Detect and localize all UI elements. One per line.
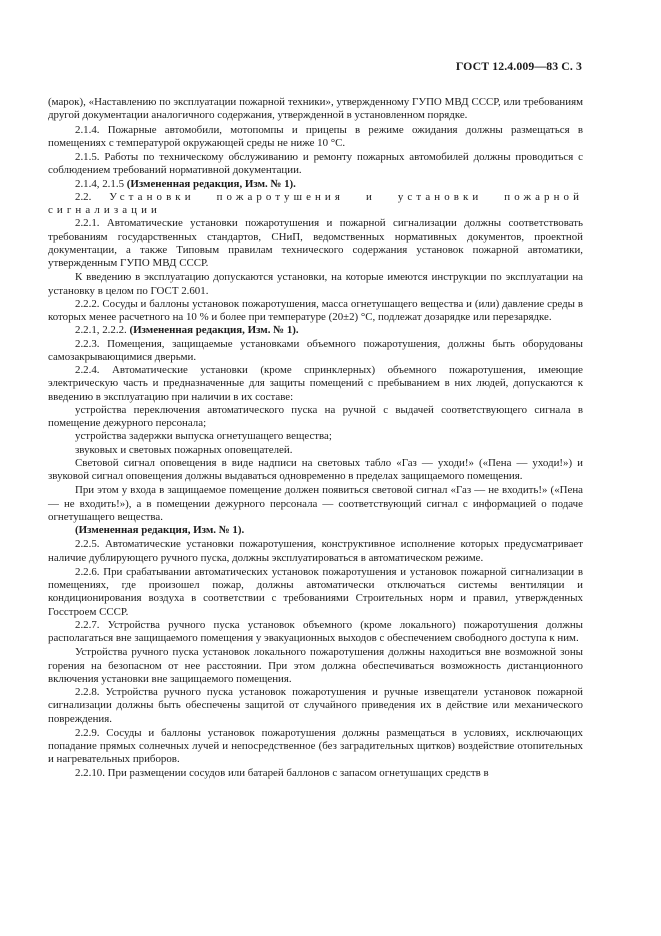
amendment-note-2-2-4 — [48, 524, 583, 537]
paragraph-2-2-2: 2.2.2. Сосуды и баллоны установок пожаротушения, масса огнетушащего вещества и (или) давление среды в которых менее расчетного на 10 % и более при температуре (20±2) °С, подлежат дозарядке или перезарядке. — [48, 297, 583, 323]
amendment-label: (Измененная редакция, Изм. № 1). — [126, 177, 296, 190]
paragraph-2-2-1: 2.2.1. Автоматические установки пожаротушения и пожарной сигнализации должны соответствовать требованиям государственных стандартов, СНиП, ведомственных нормативных документов, проектной документации, а также Типовым правилам технического содержания установок пожарной автоматики, утвержденным ГУПО МВД СССР. — [48, 217, 583, 269]
paragraph-local-manual-start: Устройства ручного пуска установок локального пожаротушения должны находиться вне возможной зоны горения на безопасном от нее расстоянии. При этом должна обеспечиваться возможность дистанционного включения установки вне защищаемого помещения. — [48, 646, 583, 685]
paragraph-2-1-4: 2.1.4. Пожарные автомобили, мотопомпы и прицепы в режиме ожидания должны размещаться в помещениях с температурой окружающей среды не ниже 10 °С. — [48, 123, 583, 149]
list-item-switch: устройства переключения автоматического пуска на ручной с выдачей соответствующего сигнала в помещение дежурного персонала; — [48, 403, 583, 429]
paragraph-2-2-9: 2.2.9. Сосуды и баллоны установок пожаротушения должны размещаться в условиях, исключающих попадание прямых солнечных лучей и непосредственное (без заградительных щитков) воздействие отопительных и нагревательных приборов. — [48, 726, 583, 766]
paragraph-2-1-5: 2.1.5. Работы по техническому обслуживанию и ремонту пожарных автомобилей должны проводиться с соблюдением требований нормативной документации. — [48, 151, 583, 177]
section-number: 2.2. — [75, 190, 110, 203]
paragraph-2-2-10: 2.2.10. При размещении сосудов или батарей баллонов с запасом огнетушащих средств в — [75, 766, 489, 779]
amendment-ref: 2.2.1, 2.2.2. — [75, 324, 130, 337]
list-item-delay: устройства задержки выпуска огнетушащего вещества; — [75, 430, 332, 443]
list-item-alarms: звуковых и световых пожарных оповещателей. — [75, 443, 293, 456]
amendment-label: (Измененная редакция, Изм. № 1). — [129, 324, 299, 337]
amendment-ref: 2.1.4, 2.1.5 — [75, 177, 127, 190]
page-header: ГОСТ 12.4.009—83 С. 3 — [455, 59, 582, 73]
amendment-note-2-1 — [48, 178, 583, 191]
paragraph-2-2-4: 2.2.4. Автоматические установки (кроме спринклерных) объемного пожаротушения, имеющие электрическую часть и предназначенные для защиты помещений с пребыванием в них людей, допускаются к введению в эксплуатацию при наличии в их составе: — [48, 364, 583, 403]
document-body — [48, 96, 583, 780]
paragraph-2-2-3: 2.2.3. Помещения, защищаемые установками объемного пожаротушения, должны быть оборудованы самозакрывающимися дверьми. — [48, 337, 583, 363]
section-title: Установки пожаротушения и установки пожарной сигнализации — [48, 190, 584, 216]
paragraph-continuation: (марок), «Наставлению по эксплуатации пожарной техники», утвержденному ГУПО МВД СССР, или требованиям другой документации аналогичного содержания, утвержденной в установленном порядке. — [48, 96, 583, 122]
amendment-note-2-2 — [48, 324, 583, 337]
section-heading-2-2 — [48, 191, 583, 218]
paragraph-commissioning: К введению в эксплуатацию допускаются установки, на которые имеются инструкции по эксплуатации на установку в целом по ГОСТ 2.601. — [48, 271, 583, 297]
paragraph-2-2-8: 2.2.8. Устройства ручного пуска установок пожаротушения и ручные извещатели установок пожарной сигнализации должны быть обеспечены защитой от случайного приведения их в действие или механического повреждения. — [48, 686, 583, 725]
paragraph-entrance-signal: При этом у входа в защищаемое помещение должен появиться световой сигнал «Газ — не входить!» («Пена — не входить!»), а в помещении дежурного персонала — соответствующий сигнал с информацией о подаче огнетушащего вещества. — [48, 484, 583, 523]
paragraph-2-2-6: 2.2.6. При срабатывании автоматических установок пожаротушения и установок пожарной сигнализации в помещениях, где произошел пожар, должны автоматически отключаться системы вентиляции и кондиционирования воздуха в соответствии с требованиями Строительных норм и правил, утвержденных Госстроем СССР. — [48, 565, 583, 618]
paragraph-2-2-5: 2.2.5. Автоматические установки пожаротушения, конструктивное исполнение которых предусматривает наличие дублирующего ручного пуска, должны эксплуатироваться в автоматическом режиме. — [48, 538, 583, 564]
amendment-label: (Измененная редакция, Изм. № 1). — [75, 524, 245, 536]
paragraph-light-signal: Световой сигнал оповещения в виде надписи на световых табло «Газ — уходи!» («Пена — уходи!») и звуковой сигнал оповещения должны выдаваться одновременно в пределах защищаемого помещения. — [48, 456, 583, 482]
paragraph-2-2-7: 2.2.7. Устройства ручного пуска установок объемного (кроме локального) пожаротушения должны располагаться вне защищаемого помещения у эвакуационных выходов с обеспечением свободного доступа к ним. — [48, 618, 583, 644]
